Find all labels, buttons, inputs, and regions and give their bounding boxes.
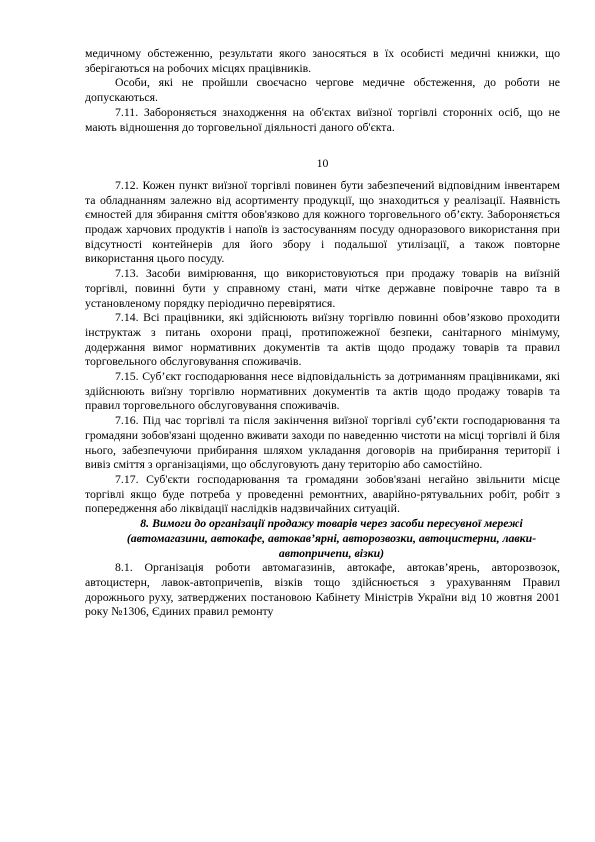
section-8-heading: 8. Вимоги до організації продажу товарів через засоби пересувної мережі (автомагазини, автокафе, автокав’ярні, авторозвозки, автоцистерни, лавки-автопричепи, візки)	[126, 516, 537, 560]
paragraph-7-14: 7.14. Всі працівники, які здійснюють виїзну торгівлю повинні обов’язково проходити інструктаж з питань охорони праці, протипожежної безпеки, санітарного мінімуму, додержання вимог нормативних документів та актів щодо продажу товарів та правил торговельного обслуговування споживачів.	[85, 310, 560, 369]
paragraph-7-16: 7.16. Під час торгівлі та після закінчення виїзної торгівлі суб’єкти господарювання та громадяни зобов'язані щоденно вживати заходи по наведенню чистоти на місці торгівлі й біля нього, забезпечуючи прибирання шляхом укладання договорів на прибирання території і вивіз сміття з організаціями, що обслуговують дану територію або самостійно.	[85, 413, 560, 472]
paragraph-no-exam: Особи, які не пройшли своєчасно чергове медичне обстеження, до роботи не допускаються.	[85, 75, 560, 105]
page-number: 10	[316, 156, 329, 171]
paragraph-7-12: 7.12. Кожен пункт виїзної торгівлі повинен бути забезпечений відповідним інвентарем та обладнанням залежно від асортименту продукції, що знаходиться у реалізації. Наявність ємностей для збирання сміття обов'язково для кожного торговельного об’єкту. Забороняється продаж харчових продуктів і напоїв із застосуванням посуду одноразового використання при відсутності контейнерів для його збору і подальшої утилізації, а також повторне використання цього посуду.	[85, 177, 560, 266]
paragraph-7-13: 7.13. Засоби вимірювання, що використовуються при продажу товарів на виїзній торгівлі, повинні бути у справному стані, мати чітке державне повірочне тавро та в установленому порядку періодично перевірятися.	[85, 266, 560, 310]
paragraph-7-11: 7.11. Забороняється знаходження на об'єктах виїзної торгівлі сторонніх осіб, що не мають відношення до торговельної діяльності даного об'єкта.	[85, 104, 560, 134]
paragraph-7-15: 7.15. Суб’єкт господарювання несе відповідальність за дотриманням працівниками, які здійснюють виїзну торгівлю нормативних документів та актів щодо продажу товарів та правил торговельного обслуговування споживачів.	[85, 369, 560, 413]
paragraph-medical-books: медичному обстеженню, результати якого заносяться в їх особисті медичні книжки, що зберігаються на робочих місцях працівників.	[85, 46, 560, 75]
document-page	[85, 46, 560, 619]
paragraph-8-1: 8.1. Організація роботи автомагазинів, автокафе, автокав’ярень, авторозвозок, автоцистерн, лавок-автопричепів, візків тощо здійснюється з урахуванням Правил дорожнього руху, затверджених постановою Кабінету Міністрів України від 10 жовтня 2001 року №1306, Єдиних правил ремонту	[85, 560, 560, 619]
paragraph-7-17: 7.17. Суб'єкти господарювання та громадяни зобов'язані негайно звільнити місце торгівлі якщо буде потреба у проведенні ремонтних, аварійно-рятувальних робіт, робіт з попередження або ліквідації наслідків надзвичайних ситуацій.	[85, 471, 560, 516]
